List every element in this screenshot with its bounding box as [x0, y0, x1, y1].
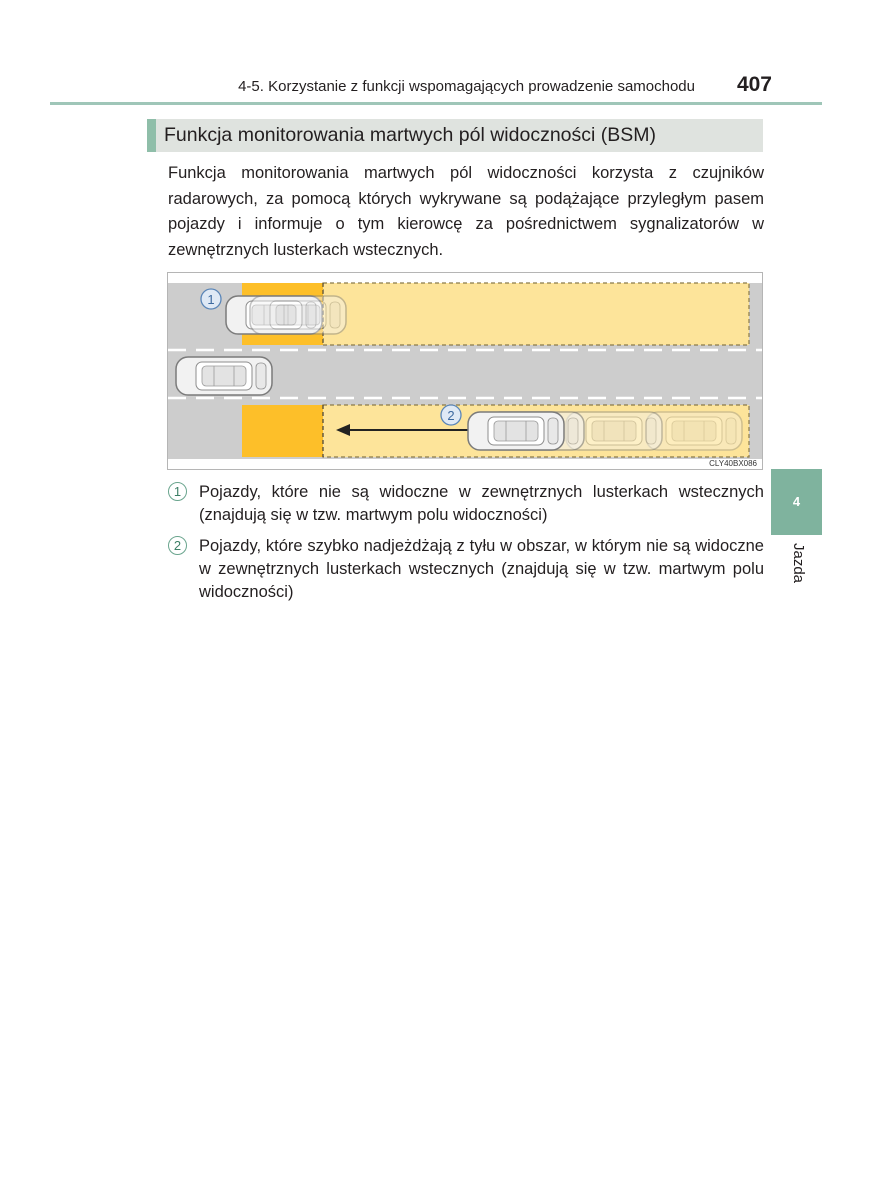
intro-paragraph: Funkcja monitorowania martwych pól widoczności korzysta z czujników radarowych, za pomocą których wykrywane są podążające przyległym pasem pojazdy i informuje o tym kierowcę za pośrednictwem sygnalizatorów w zewnętrznych lusterkach wstecznych. [168, 164, 764, 259]
own-vehicle [176, 357, 272, 395]
bottom-zone-dark [242, 405, 323, 457]
header-rule [50, 102, 822, 105]
callout-1-label: 1 [207, 292, 215, 307]
top-zone-light [323, 283, 749, 345]
legend-list [168, 481, 764, 612]
chapter-tab: 4 [771, 469, 822, 535]
figure-code: CLY40BX086 [709, 459, 757, 468]
number-2-icon: 2 [168, 536, 187, 555]
number-1-icon: 1 [168, 482, 187, 501]
running-header: 4-5. Korzystanie z funkcji wspomagających prowadzenie samochodu [238, 78, 695, 95]
bsm-illustration [167, 272, 763, 470]
legend-item-text: Pojazdy, które szybko nadjeżdżają z tyłu w obszar, w którym nie są widoczne w zewnętrznych lusterkach wstecznych (znajdują się w tzw. martwym polu widoczności) [199, 537, 764, 601]
legend-item-text: Pojazdy, które nie są widoczne w zewnętrznych lusterkach wstecznych (znajdują się w tzw. martwym polu widoczności) [199, 483, 764, 524]
legend-item [168, 481, 764, 527]
callout-2-label: 2 [447, 408, 455, 423]
section-title: Funkcja monitorowania martwych pól widoczności (BSM) [147, 119, 763, 152]
approaching-car [468, 412, 564, 450]
blind-spot-car-ghost [250, 296, 346, 334]
legend-item [168, 535, 764, 604]
page-number: 407 [736, 73, 772, 96]
chapter-tab-label: Jazda [790, 543, 807, 584]
